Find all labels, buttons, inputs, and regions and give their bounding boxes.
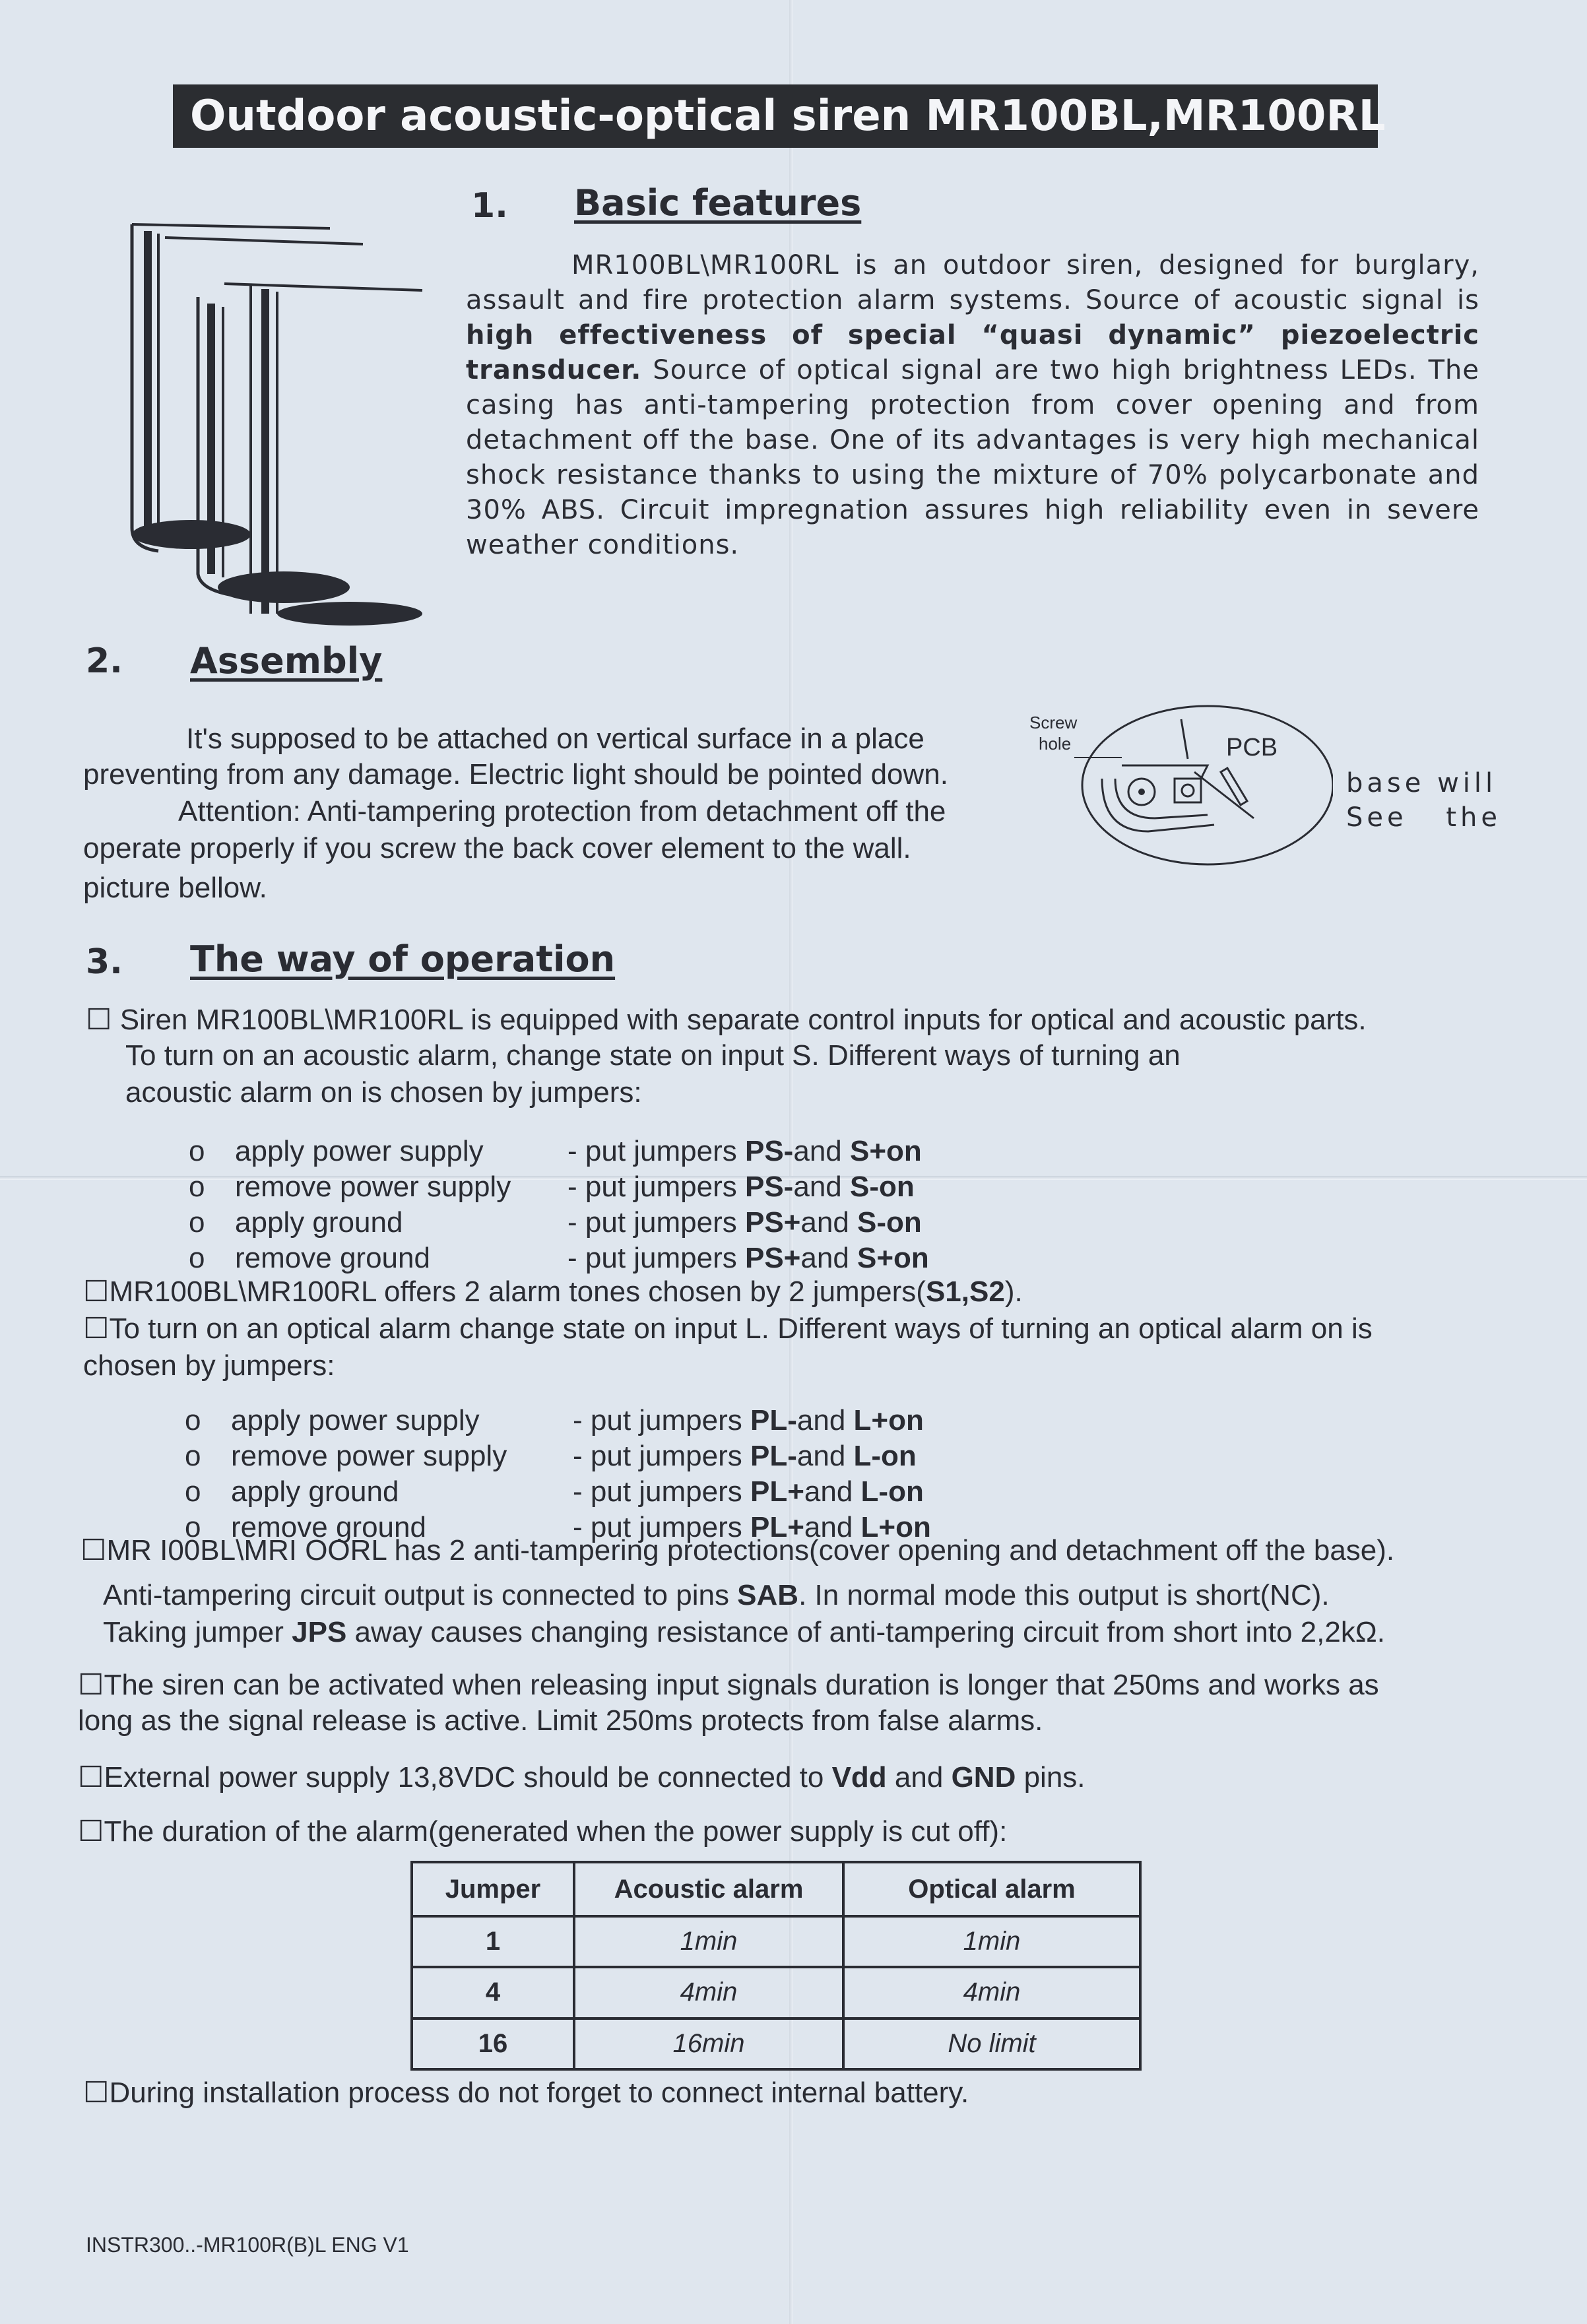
optical-intro-line-2: chosen by jumpers: [83, 1349, 335, 1382]
jumper-setting: - put jumpers PL+and L+on [573, 1511, 931, 1543]
optical-intro-line-1: ☐To turn on an optical alarm change state on input L. Different ways of turning an optical alarm on is [83, 1312, 1373, 1345]
option-label: remove ground [231, 1511, 426, 1543]
checkbox-icon: ☐ [81, 1534, 107, 1566]
circle-bullet-icon: o [185, 1404, 201, 1436]
option-label: remove power supply [231, 1440, 507, 1472]
table-cell: 4 [412, 1967, 574, 2018]
table-row [412, 1916, 1140, 1967]
duration-intro-line: ☐The duration of the alarm(generated when the power supply is cut off): [78, 1815, 1008, 1848]
circle-bullet-icon: o [189, 1135, 205, 1167]
checkbox-icon: ☐ [83, 2077, 110, 2109]
document-title: Outdoor acoustic-optical siren MR100BL,MR100RL [173, 84, 1378, 148]
operation-text: Siren MR100BL\MR100RL is equipped with separate control inputs for optical and acoustic parts. [119, 1004, 1367, 1036]
table-header-row [412, 1862, 1140, 1916]
circle-bullet-icon: o [185, 1475, 201, 1508]
table-row [412, 1967, 1140, 2018]
checkbox-icon: ☐ [78, 1815, 104, 1848]
basic-features-text-1: MR100BL\MR100RL is an outdoor siren, designed for burglary, assault and fire protection alarm systems. Source of acoustic signal is [466, 250, 1479, 315]
basic-features-bold: high effectiveness of special “quasi dynamic” piezoelectric transducer. [466, 320, 1479, 385]
option-label: remove ground [235, 1242, 430, 1274]
circle-bullet-icon: o [189, 1171, 205, 1203]
operation-paragraph-1-line-1 [86, 1002, 1367, 1038]
basic-features-paragraph [466, 248, 1479, 563]
checkbox-icon: ☐ [83, 1275, 110, 1308]
option-label: apply power supply [235, 1135, 484, 1167]
table-cell: 1 [412, 1916, 574, 1967]
table-header-acoustic: Acoustic alarm [574, 1862, 843, 1916]
table-cell: 16min [574, 2018, 843, 2069]
jumper-setting: - put jumpers PL+and L-on [573, 1475, 924, 1508]
assembly-line-4: operate properly if you screw the back cover element to the wall. [83, 832, 911, 864]
document-code-footer: INSTR300..-MR100R(B)L ENG V1 [86, 2233, 409, 2257]
table-cell: No limit [843, 2018, 1140, 2069]
jumper-setting: - put jumpers PS+and S+on [567, 1242, 929, 1274]
jumper-setting: - put jumpers PL-and L+on [573, 1404, 924, 1436]
jumper-setting: - put jumpers PS-and S-on [567, 1171, 915, 1203]
tamper-line-2: Anti-tampering circuit output is connected to pins SAB. In normal mode this output is short(NC). [103, 1579, 1330, 1611]
table-header-jumper: Jumper [412, 1862, 574, 1916]
assembly-line-5: picture bellow. [83, 872, 267, 904]
assembly-line-3-end: base will [1346, 768, 1497, 798]
alarm-tones-line: ☐MR100BL\MR100RL offers 2 alarm tones chosen by 2 jumpers(S1,S2). [83, 1275, 1023, 1308]
checkbox-icon: ☐ [78, 1669, 104, 1701]
activation-line-1: ☐The siren can be activated when releasing input signals duration is longer that 250ms and works as [78, 1669, 1379, 1701]
pcb-label: PCB [1226, 734, 1278, 761]
hole-label: hole [1039, 734, 1072, 754]
battery-reminder-line: ☐During installation process do not forget to connect internal battery. [83, 2077, 969, 2109]
power-supply-line: ☐External power supply 13,8VDC should be connected to Vdd and GND pins. [78, 1761, 1085, 1793]
basic-features-text-2: Source of optical signal are two high brightness LEDs. The casing has anti-tampering protection from cover opening and from detachment off the base. One of its advantages is very high mechanical shock resistance thanks to using the mixture of 70% polycarbonate and 30% ABS. Circuit impregnation assures high reliability even in severe weather conditions. [466, 355, 1479, 560]
activation-line-2: long as the signal release is active. Limit 250ms protects from false alarms. [78, 1704, 1043, 1737]
table-cell: 4min [843, 1967, 1140, 2018]
operation-paragraph-1-line-2: To turn on an acoustic alarm, change state on input S. Different ways of turning an [125, 1039, 1181, 1072]
table-header-optical: Optical alarm [843, 1862, 1140, 1916]
circle-bullet-icon: o [189, 1206, 205, 1239]
assembly-line-2: preventing from any damage. Electric light should be pointed down. [83, 758, 948, 791]
jumper-setting: - put jumpers PS+and S-on [567, 1206, 922, 1239]
section-2-number: 2. [86, 641, 123, 681]
alarm-duration-table [410, 1861, 1142, 2071]
jumper-setting: - put jumpers PL-and L-on [573, 1440, 917, 1472]
operation-paragraph-1-line-3: acoustic alarm on is chosen by jumpers: [125, 1076, 642, 1109]
option-label: remove power supply [235, 1171, 511, 1203]
checkbox-icon: ☐ [83, 1312, 110, 1345]
assembly-line-3: Attention: Anti-tampering protection from detachment off the [178, 795, 946, 827]
checkbox-icon: ☐ [78, 1761, 104, 1793]
table-cell: 1min [574, 1916, 843, 1967]
option-label: apply ground [235, 1206, 403, 1239]
jumper-setting: - put jumpers PS-and S+on [567, 1135, 922, 1167]
assembly-line-1: It's supposed to be attached on vertical surface in a place [186, 723, 924, 755]
assembly-line-4-end: See the [1346, 802, 1501, 833]
option-label: apply power supply [231, 1404, 480, 1436]
section-1-number: 1. [471, 186, 508, 226]
section-3-title: The way of operation [190, 938, 616, 980]
tamper-line-3: Taking jumper JPS away causes changing resistance of anti-tampering circuit from short into 2,2kΩ. [103, 1616, 1385, 1648]
tamper-line-1: ☐MR I00BL\MRI OORL has 2 anti-tampering protections(cover opening and detachment off the base). [81, 1534, 1395, 1566]
section-2-title: Assembly [190, 640, 383, 682]
circle-bullet-icon: o [185, 1440, 201, 1472]
circle-bullet-icon: o [189, 1242, 205, 1274]
section-3-number: 3. [86, 942, 123, 982]
section-1-title: Basic features [574, 182, 862, 224]
table-cell: 1min [843, 1916, 1140, 1967]
option-label: apply ground [231, 1475, 399, 1508]
circle-bullet-icon: o [185, 1511, 201, 1543]
screw-label: Screw [1029, 713, 1078, 732]
table-cell: 16 [412, 2018, 574, 2069]
checkbox-icon: ☐ [86, 1004, 112, 1036]
table-cell: 4min [574, 1967, 843, 2018]
table-row [412, 2018, 1140, 2069]
siren-illustration [119, 218, 429, 627]
pcb-diagram [1029, 699, 1333, 871]
